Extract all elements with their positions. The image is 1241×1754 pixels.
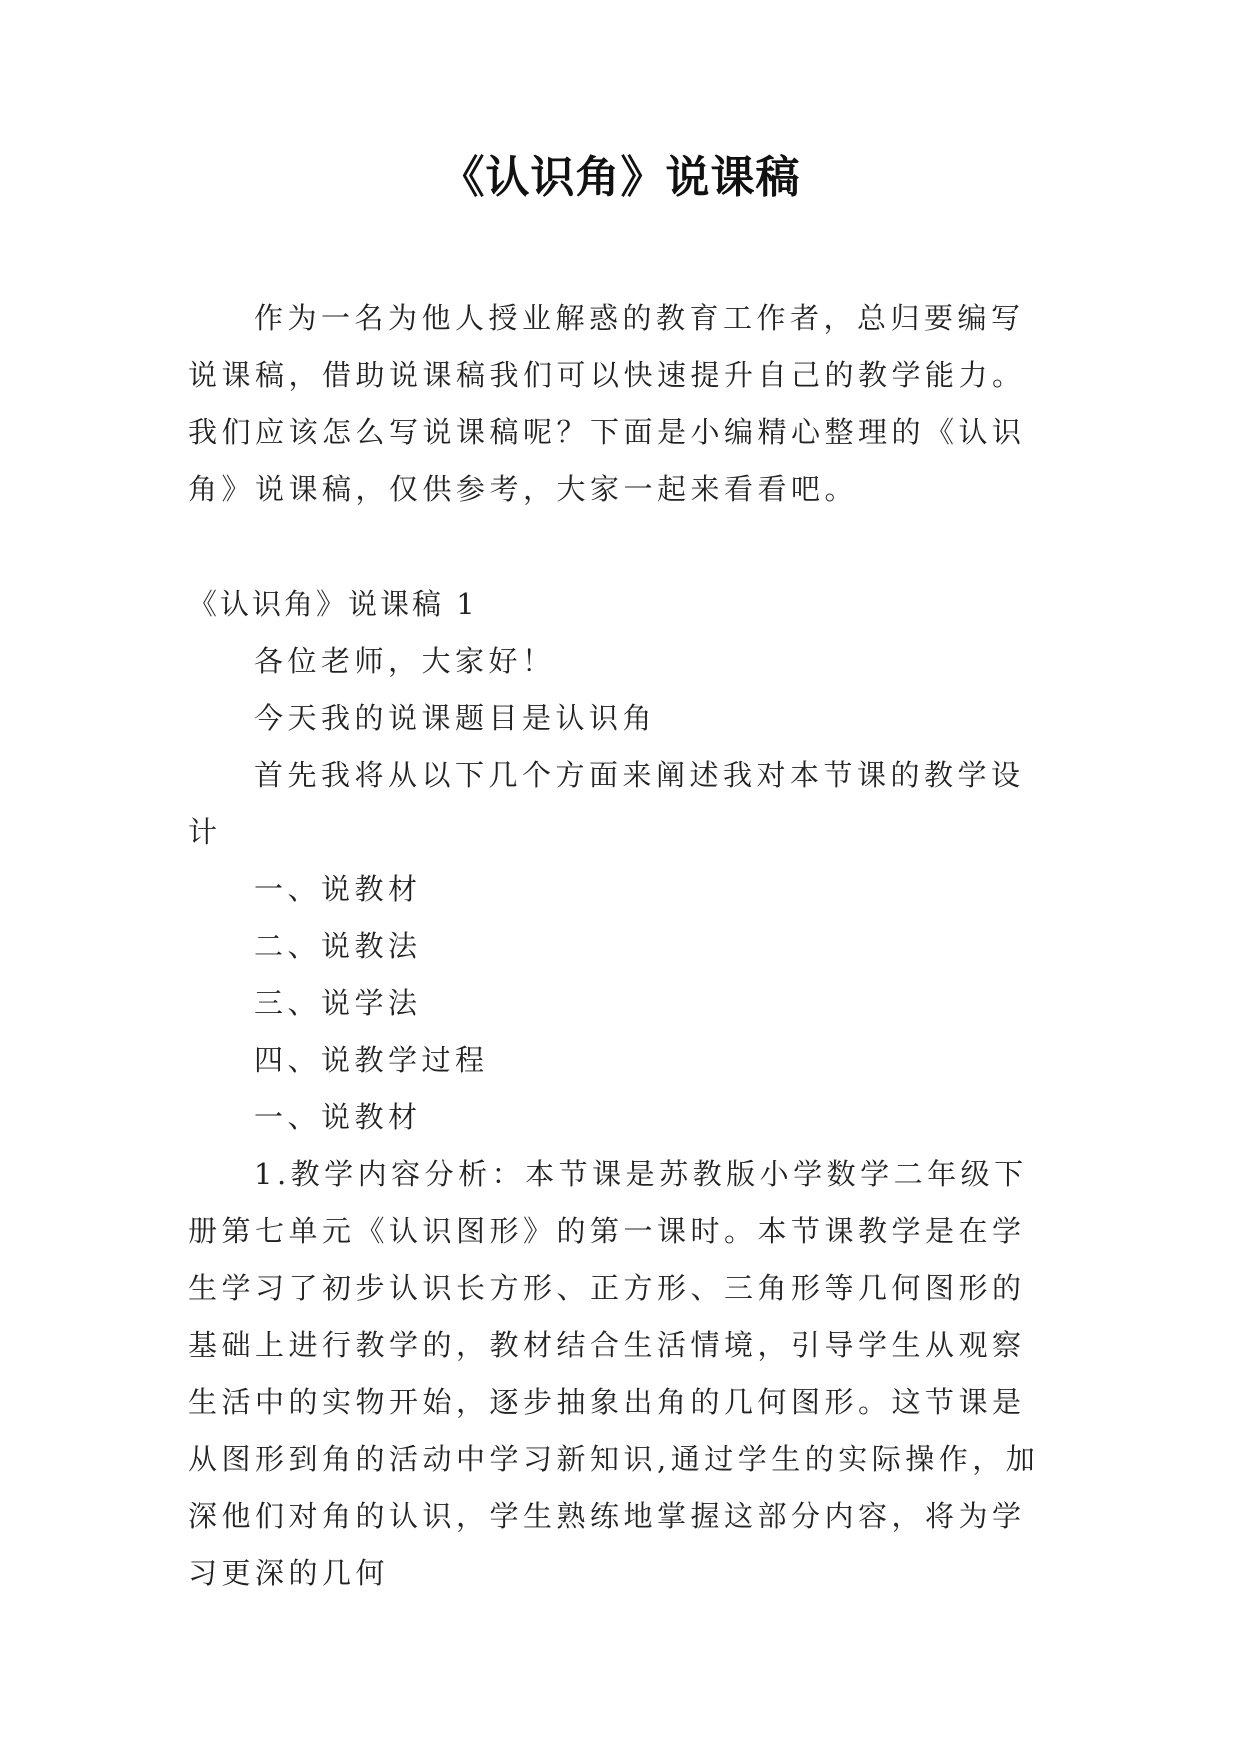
section-1 — [188, 576, 1054, 1602]
content-analysis-paragraph: 1.教学内容分析：本节课是苏教版小学数学二年级下册第七单元《认识图形》的第一课时。本节课教学是在学生学习了初步认识长方形、正方形、三角形等几何图形的基础上进行教学的，教材结合生活情境，引导学生从观察生活中的实物开始，逐步抽象出角的几何图形。这节课是从图形到角的活动中学习新知识,通过学生的实际操作，加深他们对角的认识，学生熟练地掌握这部分内容，将为学习更深的几何 — [188, 1157, 1040, 1590]
overview-paragraph: 首先我将从以下几个方面来阐述我对本节课的教学设计 — [188, 758, 1025, 849]
part-heading: 一、说教材 — [254, 1100, 422, 1134]
outline-item: 四、说教学过程 — [254, 1043, 489, 1077]
outline-item: 三、说学法 — [254, 986, 422, 1020]
outline-item: 二、说教法 — [254, 929, 422, 963]
section-heading: 《认识角》说课稿 1 — [188, 587, 478, 621]
document-title: 《认识角》说课稿 — [440, 152, 801, 203]
topic-paragraph: 今天我的说课题目是认识角 — [254, 701, 657, 735]
greeting-paragraph: 各位老师，大家好！ — [254, 644, 556, 678]
intro-paragraph: 作为一名为他人授业解惑的教育工作者，总归要编写说课稿，借助说课稿我们可以快速提升自己的教学能力。我们应该怎么写说课稿呢？下面是小编精心整理的《认识角》说课稿，仅供参考，大家一起来看看吧。 — [188, 301, 1026, 506]
outline-item: 一、说教材 — [254, 872, 422, 906]
